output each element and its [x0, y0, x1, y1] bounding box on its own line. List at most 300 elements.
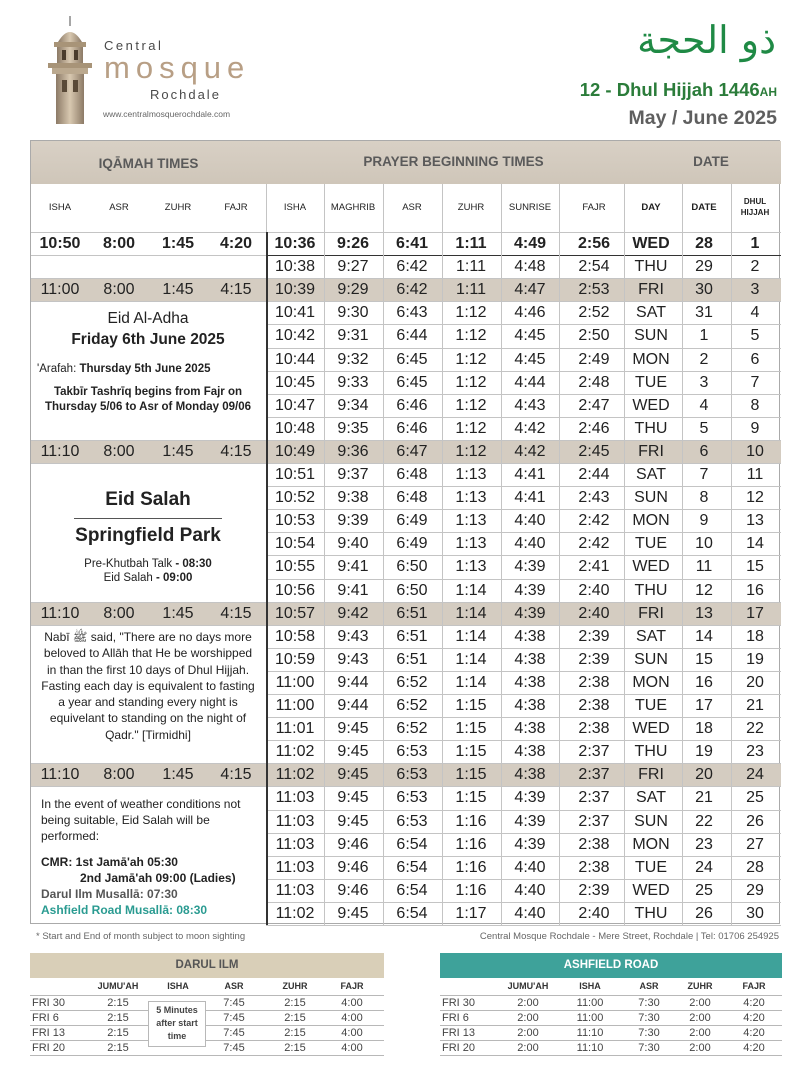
ashfield-road-table: [440, 953, 782, 1058]
table-cell: 1:13: [455, 489, 487, 507]
sub-cell: 2:15: [107, 997, 129, 1009]
table-cell: 9: [750, 419, 760, 437]
table-cell: 25: [695, 881, 713, 899]
iqamah-time: 8:00: [103, 281, 135, 299]
sub-cell: 7:45: [223, 1042, 245, 1054]
column-header: MAGHRIB: [330, 202, 376, 213]
table-cell: 4:38: [514, 697, 546, 714]
table-cell: 6:51: [396, 627, 428, 645]
table-cell: 6:42: [396, 281, 428, 299]
sub-cell: FRI 20: [442, 1042, 476, 1054]
takbir-note: Takbīr Tashrīq begins from Fajr on Thursday 5/06 to Asr of Monday 09/06: [45, 386, 251, 413]
table-cell: 10:45: [274, 373, 316, 391]
sub-column-header: JUMU'AH: [97, 981, 139, 991]
sub-cell: FRI 6: [32, 1012, 59, 1024]
table-cell: 1:14: [455, 673, 487, 691]
moon-sighting-note: * Start and End of month subject to moon sighting: [36, 931, 246, 942]
table-cell: 9:46: [337, 858, 369, 876]
iqamah-time: 4:15: [220, 766, 252, 784]
sub-cell: 7:45: [223, 997, 245, 1009]
sub-cell: 2:15: [284, 997, 306, 1009]
sub-cell: 2:00: [689, 1012, 711, 1024]
table-cell: 12: [746, 489, 764, 507]
table-cell: 24: [746, 766, 764, 784]
table-cell: 9:46: [337, 881, 369, 899]
table-cell: 6:53: [396, 812, 428, 830]
sub-cell: 2:15: [284, 1012, 306, 1024]
table-cell: 9:29: [337, 281, 369, 299]
table-cell: 6: [750, 350, 760, 368]
column-header: ISHA: [283, 202, 307, 213]
column-header: SUNRISE: [508, 202, 552, 213]
table-cell: 4:39: [514, 789, 546, 807]
table-cell: 13: [746, 512, 764, 530]
table-cell: 27: [746, 835, 764, 853]
row-divider: [31, 786, 266, 787]
hijri-suffix: AH: [759, 85, 777, 99]
sub-cell: 7:45: [223, 1012, 245, 1024]
table-cell: THU: [634, 743, 668, 761]
table-cell: 1:16: [455, 881, 487, 899]
table-cell: 13: [695, 604, 713, 622]
sub-cell: 7:30: [638, 997, 660, 1009]
table-cell: SAT: [636, 466, 666, 483]
table-cell: 9:46: [337, 835, 369, 853]
table-cell: 4:40: [514, 535, 546, 553]
table-cell: 4:38: [514, 743, 546, 761]
iqamah-time: 1:45: [162, 281, 194, 299]
table-cell: 9:42: [337, 604, 369, 622]
table-cell: 11: [746, 466, 764, 483]
table-cell: 2:37: [578, 789, 610, 807]
table-cell: 1:14: [455, 627, 487, 645]
table-cell: SAT: [636, 627, 666, 645]
table-cell: 6:54: [396, 904, 428, 922]
iqamah-time: 11:10: [40, 442, 80, 460]
table-cell: 8: [750, 396, 760, 414]
row-divider: [31, 463, 266, 464]
column-header: FAJR: [582, 202, 606, 213]
table-cell: 6:52: [396, 673, 428, 691]
iqamah-time: 4:15: [220, 281, 252, 299]
cmr-first-jamaah: CMR: 1st Jamā'ah 05:30: [41, 855, 178, 869]
table-cell: 31: [695, 304, 713, 322]
logo-mosque-text: mosque: [104, 50, 251, 85]
sub-cell: 7:45: [223, 1027, 245, 1039]
table-cell: 10:38: [274, 258, 316, 276]
iqamah-time: 11:10: [40, 766, 80, 784]
table-cell: 2:38: [578, 673, 610, 691]
table-cell: 9:40: [337, 535, 369, 553]
divider: [74, 518, 222, 519]
hijri-title-text: 12 - Dhul Hijjah 1446: [579, 79, 760, 100]
table-cell: 1:13: [455, 466, 487, 483]
table-cell: 10:57: [274, 604, 316, 622]
table-cell: MON: [632, 350, 670, 368]
sub-cell: 2:15: [107, 1012, 129, 1024]
gregorian-month-title: May / June 2025: [628, 107, 777, 129]
table-cell: 4:41: [514, 489, 546, 507]
sub-cell: FRI 20: [32, 1042, 66, 1054]
ashfield-road-title: ASHFIELD ROAD: [440, 953, 782, 978]
table-cell: 4:39: [514, 604, 546, 622]
sub-cell: 4:20: [743, 1012, 765, 1024]
sub-column-header: JUMU'AH: [507, 981, 549, 991]
sub-cell: 2:15: [107, 1042, 129, 1054]
table-cell: 2:52: [578, 304, 610, 322]
table-cell: 6:50: [396, 581, 428, 599]
table-cell: 4:40: [514, 858, 546, 876]
column-header: DATE: [691, 202, 717, 213]
table-cell: 30: [746, 904, 764, 922]
table-cell: 9:35: [337, 419, 369, 437]
date-header: DATE: [693, 154, 729, 169]
table-cell: 9:34: [337, 396, 369, 414]
table-cell: 1:17: [455, 904, 487, 922]
table-cell: 9:45: [337, 743, 369, 761]
table-cell: 2:37: [578, 766, 610, 784]
table-cell: SUN: [634, 812, 668, 830]
column-header: ZUHR: [164, 202, 192, 213]
darul-ilm-table: [30, 953, 384, 1058]
table-cell: 1:16: [455, 858, 487, 876]
sub-column-header: ASR: [224, 981, 244, 991]
table-cell: 1:11: [456, 258, 486, 276]
table-cell: THU: [634, 419, 668, 437]
eid-salah-title: Eid Salah: [105, 489, 191, 510]
table-cell: 1:12: [455, 442, 487, 460]
arafah-date: Thursday 5th June 2025: [79, 363, 211, 375]
table-cell: 9:45: [337, 789, 369, 807]
iqamah-time: 8:00: [102, 235, 136, 252]
table-cell: 17: [695, 697, 713, 714]
sub-cell: 7:30: [638, 1042, 660, 1054]
table-cell: 29: [695, 258, 713, 276]
table-cell: 4:48: [514, 258, 546, 276]
table-cell: 4:45: [514, 350, 546, 368]
table-cell: 1:15: [455, 720, 487, 738]
table-cell: 30: [695, 281, 713, 299]
table-cell: 11:03: [275, 858, 315, 876]
sub-cell: FRI 30: [32, 997, 66, 1009]
table-cell: TUE: [635, 535, 667, 553]
row-divider: [31, 301, 266, 302]
table-cell: 10:54: [274, 535, 316, 553]
table-cell: 4: [750, 304, 760, 322]
table-cell: SAT: [636, 789, 666, 807]
table-cell: 1:11: [456, 281, 486, 299]
iqamah-time: 11:00: [40, 281, 80, 299]
sub-cell: 11:00: [576, 997, 604, 1009]
table-cell: 11: [695, 558, 713, 576]
table-cell: 10:41: [274, 304, 316, 322]
logo-rochdale-text: Rochdale: [150, 87, 221, 102]
table-cell: 2:48: [578, 373, 610, 391]
table-cell: WED: [632, 720, 670, 738]
table-cell: FRI: [638, 604, 664, 622]
khutbah-time: - 08:30: [175, 558, 212, 570]
table-cell: 10:58: [274, 627, 316, 645]
sub-cell: 7:30: [638, 1012, 660, 1024]
table-cell: 22: [746, 720, 764, 738]
table-cell: SUN: [634, 327, 668, 345]
table-cell: 10:48: [274, 419, 316, 437]
table-cell: 4:39: [514, 581, 546, 599]
prayer-timetable: [30, 140, 780, 924]
table-cell: 4:42: [514, 442, 546, 460]
table-cell: 9:27: [337, 258, 369, 276]
table-cell: 10:55: [274, 558, 316, 576]
table-cell: 1:13: [455, 512, 487, 530]
table-cell: 4:38: [514, 627, 546, 645]
row-divider: [31, 255, 266, 256]
darul-ilm-title: DARUL ILM: [30, 953, 384, 978]
sub-cell: FRI 6: [442, 1012, 469, 1024]
table-cell: 20: [746, 673, 764, 691]
table-cell: 5: [699, 419, 709, 437]
column-header: FAJR: [224, 202, 248, 213]
table-cell: 9:32: [337, 350, 369, 368]
table-cell: 2:39: [578, 881, 610, 899]
table-cell: 9:30: [337, 304, 369, 322]
table-cell: 1:12: [455, 327, 487, 345]
table-cell: 15: [746, 558, 764, 576]
iqamah-time: 8:00: [103, 604, 135, 622]
table-cell: 10:44: [274, 350, 316, 368]
table-cell: 9:43: [337, 650, 369, 668]
table-cell: 2: [750, 258, 760, 276]
table-cell: 11:02: [275, 904, 315, 922]
table-cell: 6:42: [396, 258, 428, 276]
table-cell: 6:52: [396, 697, 428, 714]
sub-cell: 2:00: [689, 997, 711, 1009]
table-cell: 6:47: [396, 442, 428, 460]
table-cell: 3: [699, 373, 709, 391]
table-cell: 17: [746, 604, 764, 622]
ashfield-musalla: Ashfield Road Musallā: 08:30: [41, 903, 208, 917]
table-cell: 2:39: [578, 627, 610, 645]
prayer-header: PRAYER BEGINNING TIMES: [363, 154, 544, 169]
iqamah-time: 1:45: [162, 604, 194, 622]
table-cell: 4:42: [514, 419, 546, 437]
table-cell: 4:38: [514, 673, 546, 691]
table-cell: 9:43: [337, 627, 369, 645]
table-cell: 10:59: [274, 650, 316, 668]
table-cell: WED: [632, 235, 670, 252]
table-cell: 9:41: [337, 558, 369, 576]
sub-column-header: ZUHR: [687, 981, 713, 991]
sub-cell: 11:10: [576, 1027, 604, 1039]
table-cell: 1:16: [455, 835, 487, 853]
table-cell: 4:46: [514, 304, 546, 322]
table-cell: 29: [746, 881, 764, 899]
sub-cell: 2:00: [517, 1027, 539, 1039]
sub-cell: 4:20: [743, 997, 765, 1009]
table-cell: 2:41: [578, 558, 610, 576]
khutbah-label: Pre-Khutbah Talk: [84, 558, 176, 570]
sub-column-header: FAJR: [742, 981, 766, 991]
table-cell: 6:54: [396, 858, 428, 876]
sub-cell: FRI 13: [32, 1027, 66, 1039]
darul-ilm-musalla: Darul Ilm Musallā: 07:30: [41, 887, 178, 901]
table-cell: 4:39: [514, 812, 546, 830]
table-cell: 2:56: [577, 235, 611, 252]
table-cell: 4: [699, 396, 709, 414]
iqamah-time: 8:00: [103, 442, 135, 460]
table-cell: 23: [746, 743, 764, 761]
table-cell: 28: [746, 858, 764, 876]
khutbah-note: [31, 558, 265, 570]
table-cell: 4:47: [514, 281, 546, 299]
iqamah-time: 4:15: [220, 604, 252, 622]
table-cell: 11:00: [275, 697, 315, 714]
table-cell: 6:53: [396, 766, 428, 784]
eid-title: Eid Al-Adha: [107, 310, 189, 327]
table-cell: 6:49: [396, 535, 428, 553]
sub-cell: 11:10: [576, 1042, 604, 1054]
table-cell: 16: [746, 581, 764, 599]
table-cell: 1: [699, 327, 709, 345]
iqamah-time: 10:50: [39, 235, 81, 252]
table-cell: THU: [634, 904, 668, 922]
table-cell: 4:49: [513, 235, 547, 252]
table-cell: 11:01: [275, 720, 315, 738]
table-cell: 1:11: [455, 235, 487, 252]
table-cell: 4:41: [514, 466, 546, 483]
mosque-address: Central Mosque Rochdale - Mere Street, Rochdale | Tel: 01706 254925: [479, 931, 779, 942]
table-cell: 6:41: [395, 235, 429, 252]
table-cell: 4:40: [514, 904, 546, 922]
table-cell: 11:03: [275, 812, 315, 830]
sub-cell: FRI 13: [442, 1027, 476, 1039]
table-cell: 10:53: [274, 512, 316, 530]
table-cell: 6:50: [396, 558, 428, 576]
table-cell: 18: [746, 627, 764, 645]
sub-column-header: FAJR: [340, 981, 364, 991]
salah-label: Eid Salah: [103, 572, 156, 584]
arafah-label: 'Arafah:: [37, 363, 80, 375]
table-cell: 8: [699, 489, 709, 507]
arafah-note: [37, 363, 271, 375]
cmr-second-jamaah: 2nd Jamā'ah 09:00 (Ladies): [80, 871, 236, 885]
table-cell: 4:38: [514, 766, 546, 784]
table-cell: 1:12: [455, 373, 487, 391]
sub-column-header: ISHA: [167, 981, 189, 991]
table-cell: 18: [695, 720, 713, 738]
table-cell: SUN: [634, 489, 668, 507]
table-cell: 3: [750, 281, 760, 299]
table-cell: 10:49: [274, 442, 316, 460]
table-cell: 11:03: [275, 835, 315, 853]
table-cell: 2:49: [578, 350, 610, 368]
table-cell: 25: [746, 789, 764, 807]
table-cell: WED: [632, 881, 670, 899]
sub-cell: 2:15: [284, 1042, 306, 1054]
table-cell: 10:47: [274, 396, 316, 414]
iqamah-time: 1:45: [162, 766, 194, 784]
table-cell: 2:38: [578, 858, 610, 876]
sub-cell: 4:00: [341, 997, 363, 1009]
table-cell: 4:40: [514, 512, 546, 530]
row-divider: [31, 625, 266, 626]
table-cell: 14: [746, 535, 764, 553]
table-cell: 11:00: [275, 673, 315, 691]
table-cell: 9:37: [337, 466, 369, 483]
logo-url[interactable]: www.centralmosquerochdale.com: [103, 109, 231, 119]
table-cell: TUE: [635, 858, 667, 876]
table-cell: 1:14: [455, 604, 487, 622]
table-cell: 9:45: [337, 812, 369, 830]
iqamah-time: 8:00: [103, 766, 135, 784]
table-cell: 6:52: [396, 720, 428, 738]
table-cell: 10:36: [274, 235, 316, 252]
iqamah-time: 1:45: [162, 442, 194, 460]
table-cell: SAT: [636, 304, 666, 322]
table-cell: 5: [750, 327, 760, 345]
iqamah-time: 1:45: [161, 235, 195, 252]
table-cell: 2:44: [578, 466, 610, 483]
table-cell: 1:15: [455, 789, 487, 807]
table-cell: 4:38: [514, 650, 546, 668]
column-header: DHUL HIJJAH: [740, 197, 770, 217]
sub-column-header: ZUHR: [282, 981, 308, 991]
table-cell: 4:44: [514, 373, 546, 391]
sub-cell: 2:00: [689, 1027, 711, 1039]
table-cell: 2:53: [578, 281, 610, 299]
table-cell: 9:36: [337, 442, 369, 460]
table-cell: 6:49: [396, 512, 428, 530]
sub-cell: 4:00: [341, 1012, 363, 1024]
row-divider: [266, 925, 781, 926]
table-cell: 11:03: [275, 789, 315, 807]
eid-date: Friday 6th June 2025: [71, 331, 225, 348]
sub-column-header: ASR: [639, 981, 659, 991]
table-cell: 1:15: [455, 766, 487, 784]
table-cell: 6:51: [396, 604, 428, 622]
hijri-month-title: [580, 79, 777, 101]
table-cell: 6:54: [396, 835, 428, 853]
table-cell: 9:44: [337, 673, 369, 691]
sub-cell: 4:20: [743, 1027, 765, 1039]
table-cell: 2:37: [578, 743, 610, 761]
table-cell: THU: [634, 581, 668, 599]
table-cell: 1:12: [455, 396, 487, 414]
table-cell: 21: [746, 697, 764, 714]
table-cell: 4:39: [514, 835, 546, 853]
table-cell: 2:42: [578, 535, 610, 553]
table-cell: 2:43: [578, 489, 610, 507]
sub-cell: 11:00: [576, 1012, 604, 1024]
table-cell: 1:14: [455, 650, 487, 668]
minaret-logo-icon: [40, 16, 100, 124]
table-cell: 22: [695, 812, 713, 830]
table-cell: MON: [632, 512, 670, 530]
table-cell: 12: [695, 581, 713, 599]
sub-cell: 2:15: [107, 1027, 129, 1039]
isha-note: 5 Minutes after start time: [148, 1001, 206, 1047]
table-cell: 10:56: [274, 581, 316, 599]
sub-cell: 2:00: [689, 1042, 711, 1054]
table-cell: 6:44: [396, 327, 428, 345]
table-cell: 2:38: [578, 835, 610, 853]
sub-cell: 2:00: [517, 997, 539, 1009]
table-cell: 1:16: [455, 812, 487, 830]
table-cell: 2:40: [578, 904, 610, 922]
table-cell: 6:45: [396, 373, 428, 391]
table-cell: 6: [699, 442, 709, 460]
table-cell: 9:45: [337, 904, 369, 922]
table-cell: 19: [695, 743, 713, 761]
